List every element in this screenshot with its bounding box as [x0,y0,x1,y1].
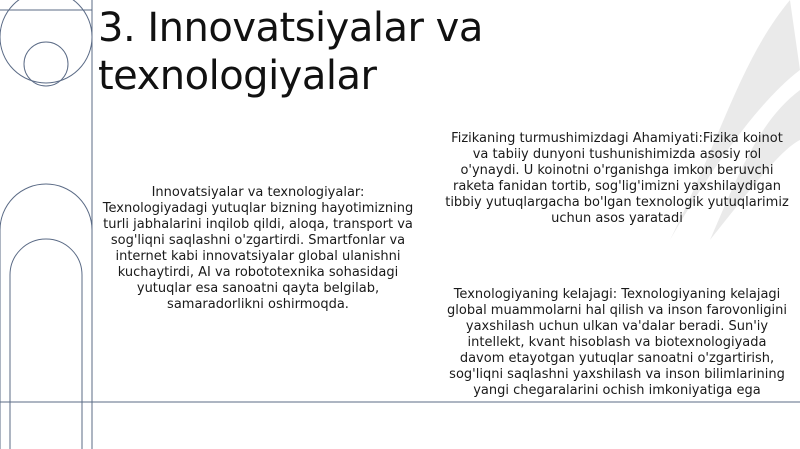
innovations-text-block: Innovatsiyalar va texnologiyalar: Texnologiyadagi yutuqlar bizning hayotimizning turli jabhalarini inqilob qildi, aloqa, transport va sog'liqni saqlashni o'zgartirdi. Smartfonlar va internet kabi innovatsiyalar global ulanishni kuchaytirdi, AI va robototexnika sohasidagi yutuqlar esa sanoatni qayta belgilab, samaradorlikni oshirmoqda. [102,185,414,312]
physics-text-block: Fizikaning turmushimizdagi Ahamiyati:Fizika koinot va tabiiy dunyoni tushunishimizda asosiy rol o'ynaydi. U koinotni o'rganishga imkon beruvchi raketa fanidan tortib, sog'lig'imizni yaxshilaydigan tibbiy yutuqlargacha bo'lgan texnologik yutuqlarimiz uchun asos yaratadi [445,131,789,226]
arch-shape [0,184,92,449]
future-tech-text-block: Texnologiyaning kelajagi: Texnologiyaning kelajagi global muammolarni hal qilish va inson farovonligini yaxshilash uchun ulkan va'dalar beradi. Sun'iy intellekt, kvant hisoblash va biotexnologiyada davom etayotgan yutuqlar sanoatni o'zgartirish, sog'liqni saqlashni yaxshilash va inson bilimlarining yangi chegaralarini ochish imkoniyatiga ega [447,287,787,398]
outer-circle [0,0,92,83]
inner-arch-shape [10,239,82,449]
inner-circle [24,42,68,86]
slide-title: 3. Innovatsiyalar va texnologiyalar [98,5,483,99]
